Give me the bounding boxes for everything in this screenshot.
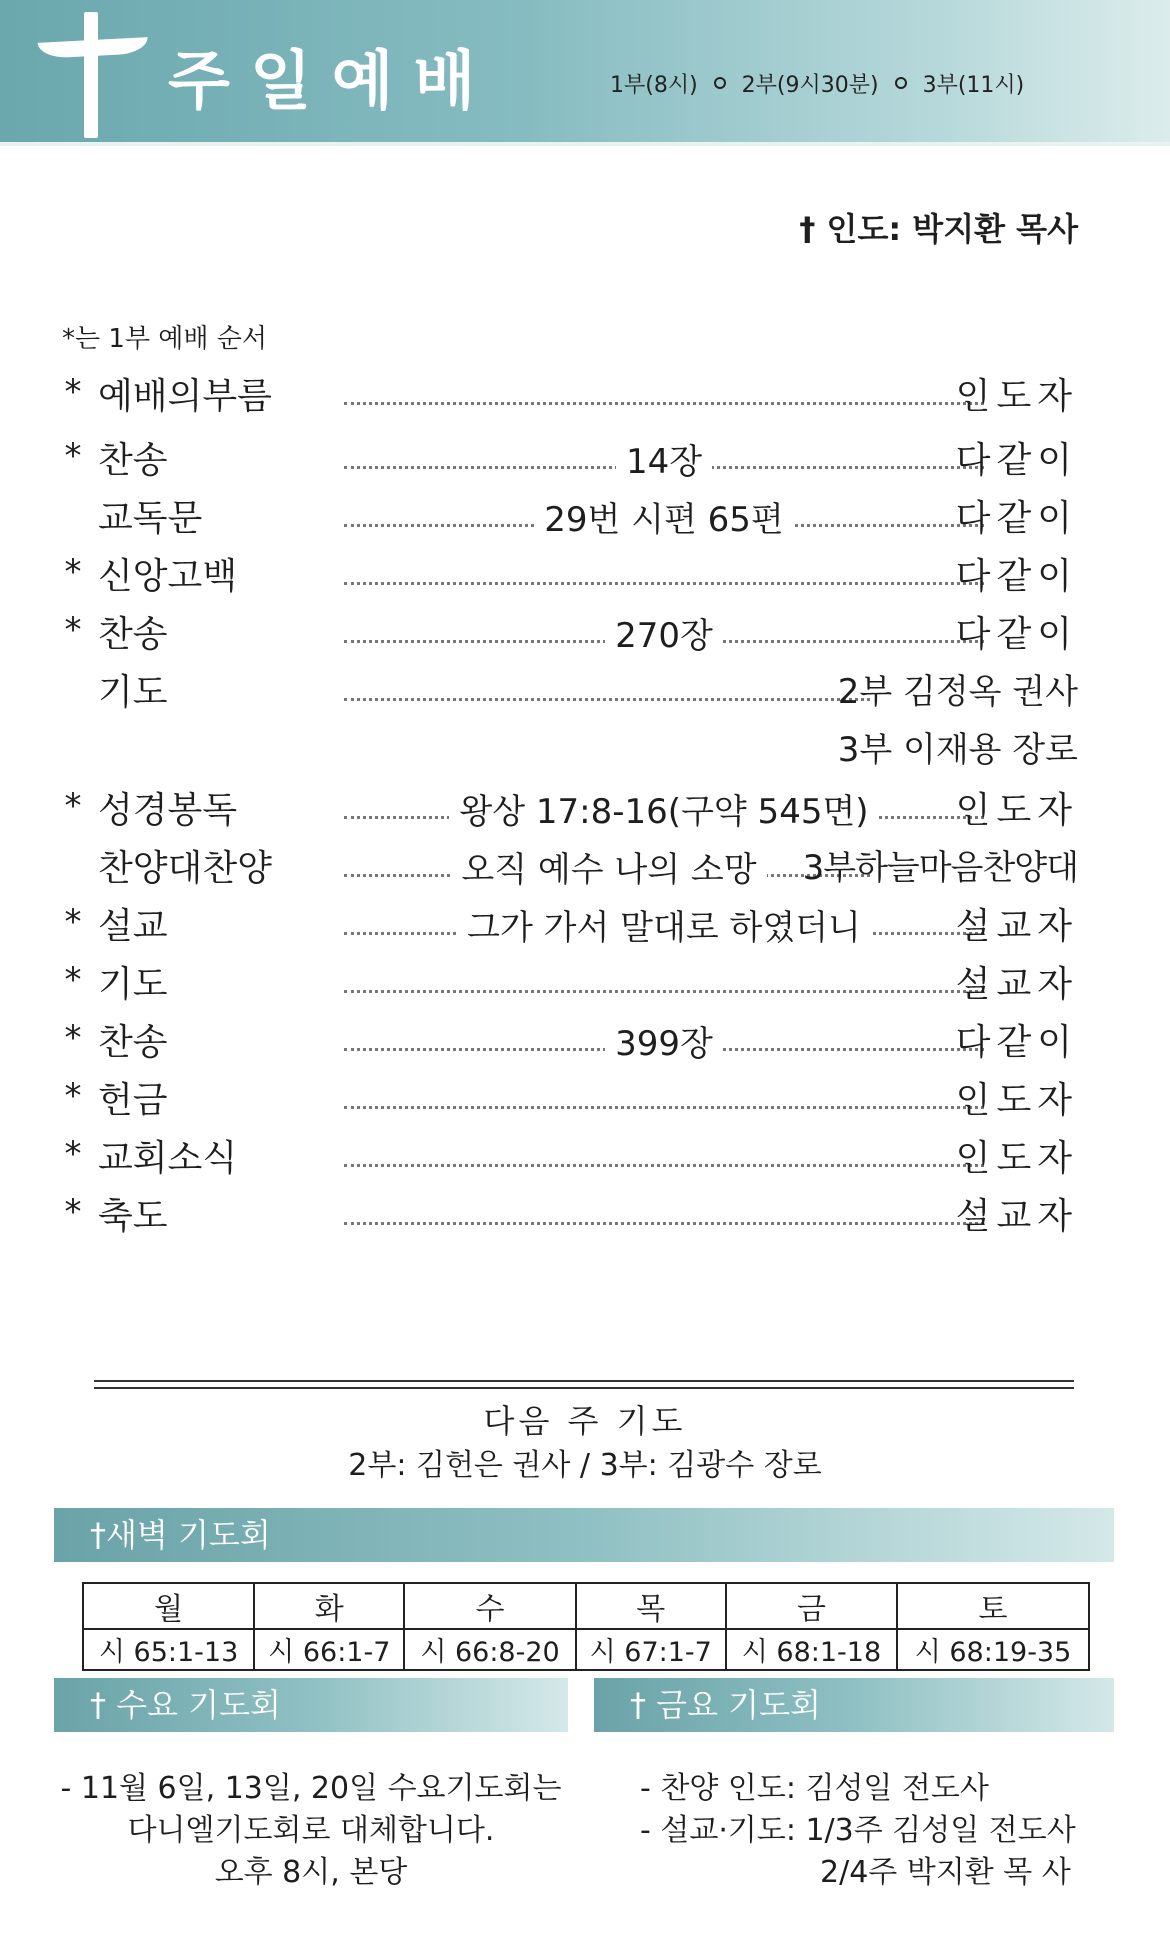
order-item: 성경봉독 (98, 790, 238, 831)
circle-separator-icon (714, 77, 726, 89)
day-cell: 목 (576, 1583, 726, 1629)
order-performer: 2부 김정옥 권사 (837, 672, 1078, 712)
order-row-prayer (58, 654, 1078, 772)
order-detail: 14장 (344, 434, 984, 483)
order-item: 신앙고백 (98, 556, 238, 597)
order-detail: 399장 (344, 1016, 984, 1065)
order-row-creed (58, 538, 1078, 596)
dotted-leader (344, 668, 870, 701)
info-line: - 찬양 인도: 김성일 전도사 (640, 1771, 989, 1806)
worship-leader: † 인도: 박지환 목사 (799, 210, 1078, 248)
info-line: - 설교·기도: 1/3주 김성일 전도사 (640, 1813, 1076, 1848)
order-performer: 인도자 (955, 790, 1078, 831)
double-divider (94, 1380, 1074, 1389)
next-week-prayer-assignments: 2부: 김헌은 권사 / 3부: 김광수 장로 (348, 1448, 822, 1483)
service-time-1: 1부(8시) (610, 73, 698, 98)
order-performer: 3부하늘마음찬양대 (802, 848, 1078, 888)
order-detail: 29번 시편 65편 (344, 492, 984, 541)
order-row-hymn-2 (58, 596, 1078, 654)
order-item: 찬송 (98, 1022, 168, 1063)
table-row (83, 1629, 1089, 1670)
order-item: 찬양대찬양 (98, 848, 272, 889)
worship-order-list (58, 358, 1078, 1236)
circle-separator-icon (895, 77, 907, 89)
friday-prayer-info (640, 1768, 1076, 1894)
order-item: 찬송 (98, 440, 168, 481)
day-cell: 토 (897, 1583, 1089, 1629)
verse-cell: 시 65:1-13 (83, 1629, 254, 1670)
wednesday-prayer-header: † 수요 기도회 (54, 1678, 568, 1732)
first-service-mark: * (64, 902, 82, 942)
order-row-benediction (58, 1178, 1078, 1236)
cross-icon-bar (38, 37, 149, 59)
order-item: 헌금 (98, 1080, 168, 1121)
first-service-mark: * (64, 436, 82, 476)
service-time-3: 3부(11시) (922, 73, 1025, 98)
dawn-prayer-header: †새벽 기도회 (54, 1508, 1114, 1562)
order-performer: 설교자 (955, 964, 1078, 1005)
order-item: 찬송 (98, 614, 168, 655)
order-performer: 설교자 (955, 1196, 1078, 1237)
day-cell: 수 (404, 1583, 575, 1629)
wednesday-prayer-info (54, 1768, 568, 1894)
first-service-mark: * (64, 960, 82, 1000)
verse-cell: 시 66:8-20 (404, 1629, 575, 1670)
header-banner (0, 0, 1170, 142)
order-performer-second: 3부 이재용 장로 (837, 730, 1078, 770)
friday-prayer-header: † 금요 기도회 (594, 1678, 1114, 1732)
order-detail: 왕상 17:8-16(구약 545면) (344, 784, 984, 833)
info-line: - 11월 6일, 13일, 20일 수요기도회는 (60, 1771, 562, 1806)
next-week-prayer-title: 다음 주 기도 (483, 1402, 687, 1440)
order-detail: 그가 가서 말대로 하였더니 (344, 900, 984, 949)
dotted-leader (344, 1134, 984, 1167)
first-service-mark: * (64, 610, 82, 650)
header-divider (0, 142, 1170, 146)
order-item: 축도 (98, 1196, 168, 1237)
order-item: 교회소식 (98, 1138, 238, 1179)
order-detail: 270장 (344, 608, 984, 657)
dotted-leader (344, 1076, 984, 1109)
order-detail: 오직 예수 나의 소망 (344, 842, 874, 891)
dotted-leader (344, 1192, 984, 1225)
verse-cell: 시 66:1-7 (254, 1629, 404, 1670)
order-row-hymn-1 (58, 422, 1078, 480)
order-row-announcements (58, 1120, 1078, 1178)
day-cell: 월 (83, 1583, 254, 1629)
verse-cell: 시 67:1-7 (576, 1629, 726, 1670)
order-performer: 다같이 (955, 498, 1078, 539)
first-service-mark: * (64, 1192, 82, 1232)
order-item: 교독문 (98, 498, 203, 539)
info-line: 2/4주 박지환 목 사 (820, 1855, 1071, 1890)
order-performer: 다같이 (955, 614, 1078, 655)
table-row (83, 1583, 1089, 1629)
dotted-leader (344, 960, 984, 993)
first-service-mark: * (64, 1018, 82, 1058)
cross-icon (84, 12, 98, 138)
page-title: 주일예배 (168, 45, 496, 119)
first-service-mark: * (64, 552, 82, 592)
order-row-hymn-3 (58, 1004, 1078, 1062)
order-performer: 인도자 (955, 1138, 1078, 1179)
dawn-prayer-table (82, 1582, 1090, 1671)
dotted-leader (344, 372, 984, 405)
service-time-2: 2부(9시30분) (741, 73, 879, 98)
info-line: 오후 8시, 본당 (214, 1855, 408, 1890)
first-service-mark: * (64, 372, 82, 412)
order-row-responsive-reading (58, 480, 1078, 538)
order-performer: 다같이 (955, 1022, 1078, 1063)
order-performer: 인도자 (955, 1080, 1078, 1121)
verse-cell: 시 68:19-35 (897, 1629, 1089, 1670)
dotted-leader (344, 552, 984, 585)
order-performer: 다같이 (955, 556, 1078, 597)
day-cell: 금 (726, 1583, 897, 1629)
day-cell: 화 (254, 1583, 404, 1629)
first-service-mark: * (64, 786, 82, 826)
service-times (610, 68, 1024, 99)
order-row-choir (58, 830, 1078, 888)
first-service-mark: * (64, 1076, 82, 1116)
order-performer: 다같이 (955, 440, 1078, 481)
first-service-mark: * (64, 1134, 82, 1174)
order-row-call-to-worship (58, 358, 1078, 422)
order-row-offering (58, 1062, 1078, 1120)
order-row-prayer-2 (58, 946, 1078, 1004)
order-note: *는 1부 예배 순서 (62, 324, 268, 354)
order-performer: 인도자 (955, 376, 1078, 417)
order-row-sermon (58, 888, 1078, 946)
order-item: 설교 (98, 906, 168, 947)
verse-cell: 시 68:1-18 (726, 1629, 897, 1670)
info-line: 다니엘기도회로 대체합니다. (127, 1813, 495, 1848)
order-item: 기도 (98, 964, 168, 1005)
order-performer: 설교자 (955, 906, 1078, 947)
order-item: 기도 (98, 672, 168, 713)
order-row-scripture (58, 772, 1078, 830)
order-item: 예배의부름 (98, 376, 272, 417)
